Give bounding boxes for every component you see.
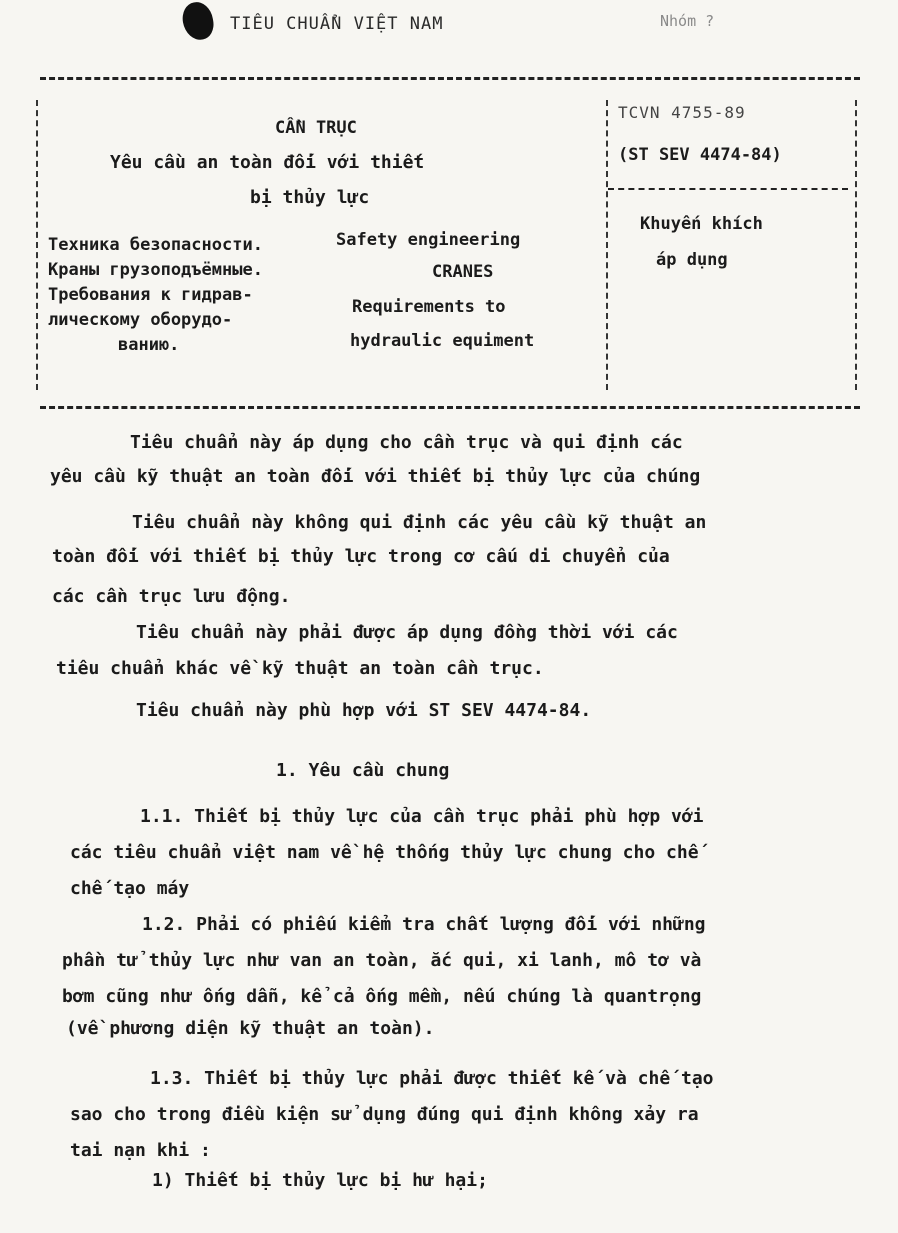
inner-dashed-rule bbox=[608, 188, 848, 190]
russian-line: Техника безопасности. bbox=[48, 235, 263, 255]
list-item: 1) Thiết bị thủy lực bị hư hại; bbox=[152, 1170, 488, 1191]
standard-subtitle-line-1: Yêu cầu an toàn đối với thiết bbox=[110, 152, 425, 173]
paragraph-line: 1.2. Phải có phiếu kiểm tra chất lượng đối với những bbox=[142, 914, 706, 935]
paragraph-line: chế tạo máy bbox=[70, 878, 190, 899]
recommendation-line-1: Khuyến khích bbox=[640, 214, 763, 234]
right-border bbox=[855, 100, 863, 390]
english-title-line-2: CRANES bbox=[432, 262, 494, 282]
russian-line: ванию. bbox=[118, 335, 180, 355]
standard-subtitle-line-2: bị thủy lực bbox=[250, 187, 370, 208]
left-border bbox=[36, 100, 44, 390]
paragraph-line: các tiêu chuẩn việt nam về hệ thống thủy lực chung cho chế bbox=[70, 842, 699, 863]
paragraph-line: các cần trục lưu động. bbox=[52, 586, 291, 607]
paragraph-line: sao cho trong điều kiện sử dụng đúng qui định không xảy ra bbox=[70, 1104, 699, 1125]
bottom-dashed-rule bbox=[40, 406, 860, 409]
page-label: Nhóm ? bbox=[660, 12, 715, 30]
paragraph-line: Tiêu chuẩn này phải được áp dụng đồng thời với các bbox=[136, 622, 678, 643]
document-header: TIÊU CHUẨN VIỆT NAM bbox=[230, 14, 444, 34]
paragraph-line: (về phương diện kỹ thuật an toàn). bbox=[66, 1018, 435, 1039]
standard-title: CẦN TRỤC bbox=[275, 118, 357, 138]
paragraph-line: Tiêu chuẩn này phù hợp với ST SEV 4474-84. bbox=[136, 700, 592, 721]
english-title-line-1: Safety engineering bbox=[336, 230, 521, 250]
english-title-line-4: hydraulic equiment bbox=[350, 331, 535, 351]
standard-code: TCVN 4755-89 bbox=[618, 103, 746, 122]
paragraph-line: tai nạn khi : bbox=[70, 1140, 211, 1161]
section-heading: 1. Yêu cầu chung bbox=[276, 760, 450, 781]
paragraph-line: Tiêu chuẩn này áp dụng cho cần trục và qui định các bbox=[130, 432, 683, 453]
russian-line: Краны грузоподъёмные. bbox=[48, 260, 263, 280]
paragraph-line: phần tử thủy lực như van an toàn, ắc qui, xi lanh, mô tơ và bbox=[62, 950, 702, 971]
russian-line: лическому оборудо- bbox=[48, 310, 233, 330]
paragraph-line: Tiêu chuẩn này không qui định các yêu cầu kỹ thuật an bbox=[132, 512, 707, 533]
ink-blot bbox=[180, 0, 216, 42]
paragraph-line: 1.3. Thiết bị thủy lực phải được thiết kế và chế tạo bbox=[150, 1068, 714, 1089]
middle-border bbox=[606, 100, 614, 390]
paragraph-line: bơm cũng như ống dẫn, kể cả ống mềm, nếu chúng là quantrọng bbox=[62, 986, 702, 1007]
russian-title bbox=[48, 233, 263, 358]
russian-line: Требования к гидрав- bbox=[48, 285, 253, 305]
english-title-line-3: Requirements to bbox=[352, 297, 506, 317]
top-dashed-rule bbox=[40, 77, 860, 80]
recommendation-line-2: áp dụng bbox=[656, 250, 728, 270]
st-sev-reference: (ST SEV 4474-84) bbox=[618, 145, 782, 165]
paragraph-line: yêu cầu kỹ thuật an toàn đối với thiết bị thủy lực của chúng bbox=[50, 466, 701, 487]
paragraph-line: tiêu chuẩn khác về kỹ thuật an toàn cần trục. bbox=[56, 658, 544, 679]
paragraph-line: 1.1. Thiết bị thủy lực của cần trục phải phù hợp với bbox=[140, 806, 704, 827]
paragraph-line: toàn đối với thiết bị thủy lực trong cơ cấu di chuyển của bbox=[52, 546, 670, 567]
